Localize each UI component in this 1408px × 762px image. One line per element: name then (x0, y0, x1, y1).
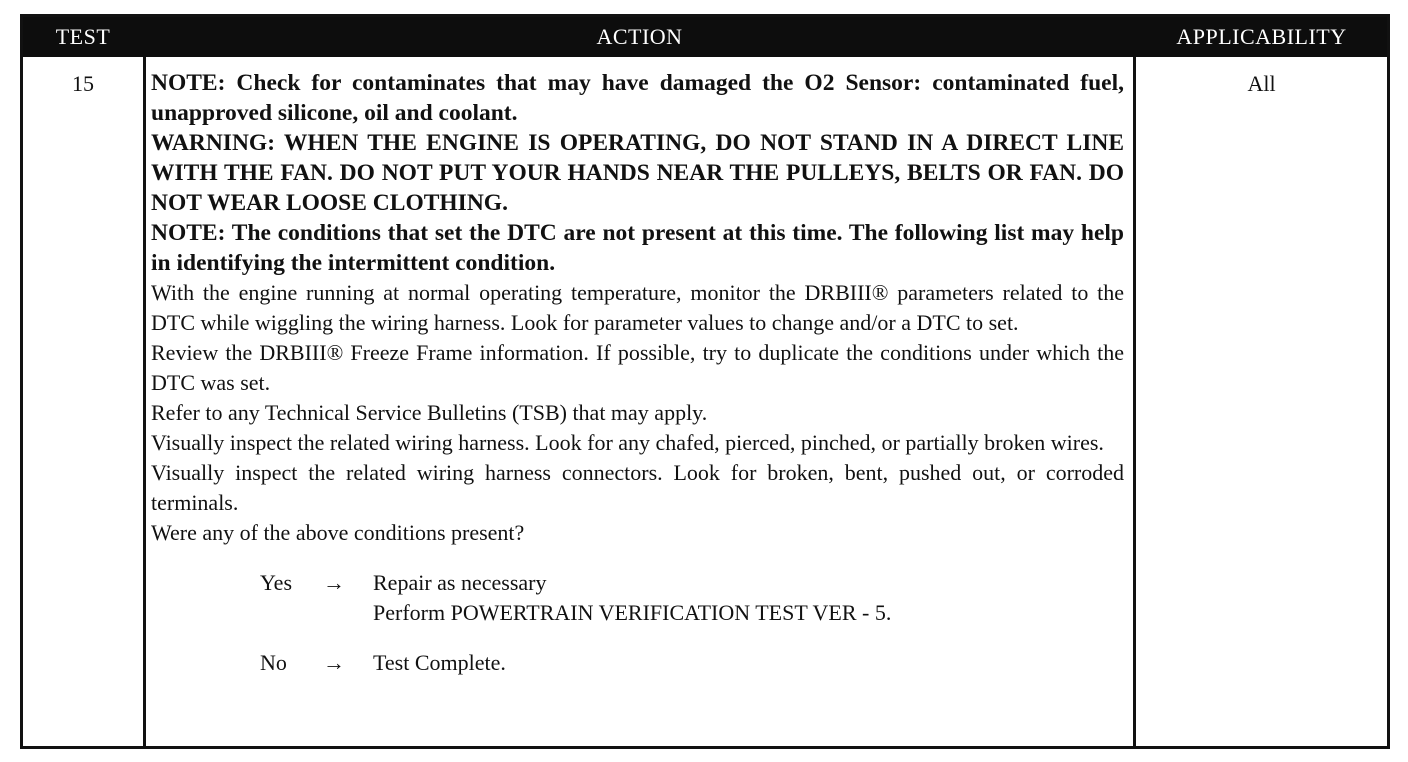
note-contaminates: NOTE: Check for contaminates that may have damaged the O2 Sensor: contaminated fuel, unapproved silicone, oil and coolant. (151, 70, 1124, 126)
step-monitor-parameters: With the engine running at normal operating temperature, monitor the DRBIII® parameters related to the DTC while wiggling the wiring harness. Look for parameter values to change and/or a DTC to set. (151, 280, 1124, 335)
column-divider (1133, 57, 1136, 746)
header-action: ACTION (596, 24, 683, 49)
step-tsb: Refer to any Technical Service Bulletins (TSB) that may apply. (151, 400, 708, 425)
outcome-no (151, 648, 1124, 678)
note-intermittent: NOTE: The conditions that set the DTC are not present at this time. The following list may help in identifying the intermittent condition. (151, 220, 1124, 276)
outcome-yes (151, 568, 1124, 598)
step-inspect-harness: Visually inspect the related wiring harness. Look for any chafed, pierced, pinched, or partially broken wires. (151, 430, 1104, 455)
arrow-right-icon: → (323, 570, 345, 595)
no-action: Test Complete. (373, 650, 506, 675)
action-cell (151, 68, 1124, 678)
outcomes (151, 568, 1124, 678)
header-test: TEST (55, 24, 111, 49)
test-number: 15 (72, 71, 94, 96)
step-inspect-connectors: Visually inspect the related wiring harness connectors. Look for broken, bent, pushed out, or corroded terminals. (151, 460, 1124, 515)
no-label: No (260, 650, 287, 675)
yes-label: Yes (260, 570, 293, 595)
yes-action-repair: Repair as necessary (373, 570, 547, 595)
step-freeze-frame: Review the DRBIII® Freeze Frame information. If possible, try to duplicate the conditions under which the DTC was set. (151, 340, 1124, 395)
procedure-table (20, 14, 1390, 749)
applicability-value: All (1247, 71, 1276, 96)
question: Were any of the above conditions present? (151, 520, 525, 545)
warning-fan: WARNING: WHEN THE ENGINE IS OPERATING, DO NOT STAND IN A DIRECT LINE WITH THE FAN. DO NOT PUT YOUR HANDS NEAR THE PULLEYS, BELTS OR FAN. DO NOT WEAR LOOSE CLOTHING. (151, 130, 1124, 216)
table-header (23, 17, 1387, 57)
outcome-yes-continued (151, 598, 1124, 628)
header-applicability: APPLICABILITY (1176, 24, 1347, 49)
arrow-right-icon: → (323, 650, 345, 675)
yes-action-verify: Perform POWERTRAIN VERIFICATION TEST VER - 5. (373, 600, 892, 625)
column-divider (143, 57, 146, 746)
